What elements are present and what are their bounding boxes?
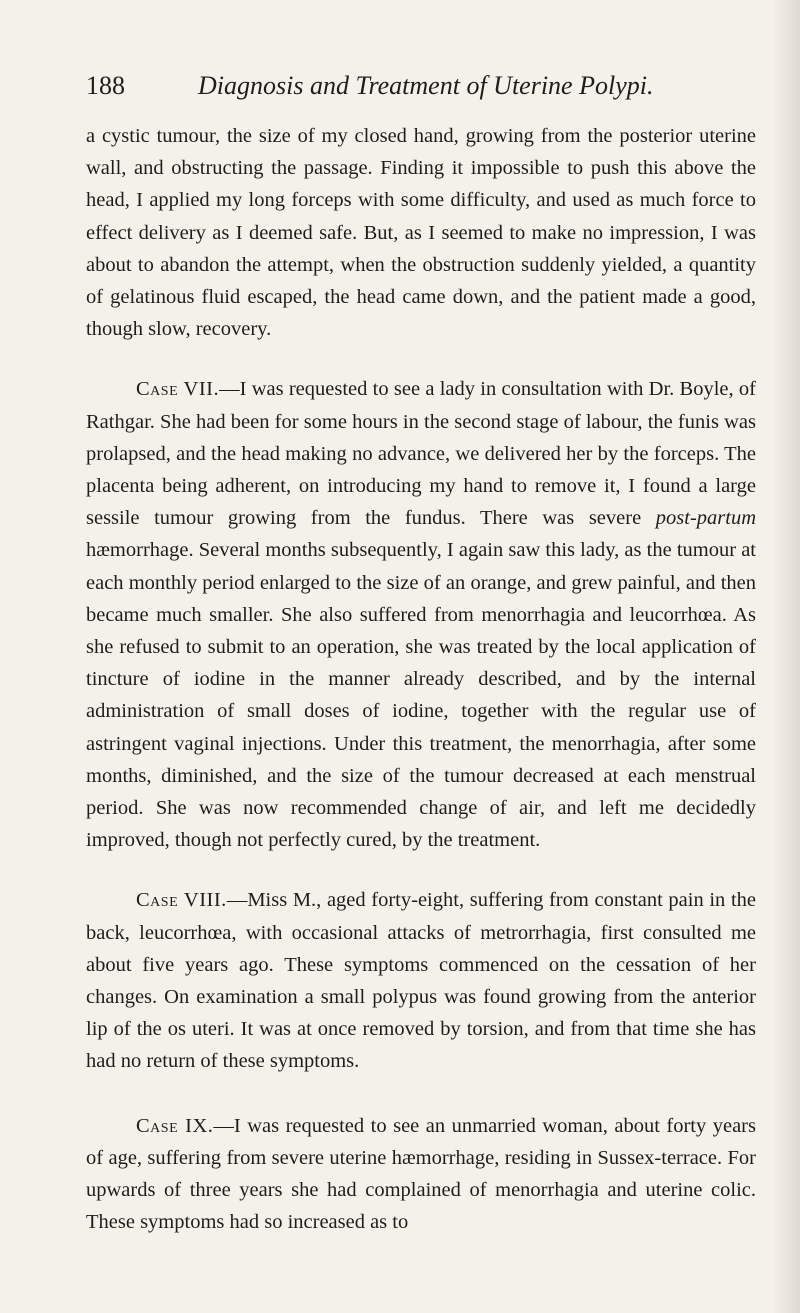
- case-label: Case VII.: [136, 378, 220, 401]
- paragraph-text: —Miss M., aged forty-eight, suffering from constant pain in the back, leucorrhœa, with occasional attacks of metrorrhagia, first consulted me about five years ago. These symptoms commenced on the cessation of her changes. On examination a small polypus was found growing from the anterior lip of the os uteri. It was at once removed by torsion, and from that time she has had no return of these symptoms.: [86, 889, 756, 1073]
- page-number: 188: [86, 71, 125, 100]
- paragraph-case-ix: [86, 1110, 756, 1239]
- paragraph-continuation: [86, 120, 756, 345]
- page-edge-shadow: [772, 0, 800, 1313]
- paragraph-case-viii: [86, 884, 756, 1077]
- paragraph-text: —I was requested to see an unmarried woman, about forty years of age, suffering from severe uterine hæmorrhage, residing in Sussex-terrace. For upwards of three years she had complained of menorrhagia and uterine colic. These symptoms had so increased as to: [86, 1114, 756, 1234]
- case-label: Case VIII.: [136, 889, 227, 912]
- paragraph-text: a cystic tumour, the size of my closed hand, growing from the posterior uterine wall, and obstructing the passage. Finding it impossible to push this above the head, I applied my long forceps with some difficulty, and used as much force to effect delivery as I deemed safe. But, as I seemed to make no impression, I was about to abandon the attempt, when the obstruction suddenly yielded, a quantity of gelatinous fluid escaped, the head came down, and the patient made a good, though slow, recovery.: [86, 125, 756, 341]
- case-label: Case IX.: [136, 1114, 214, 1137]
- italic-term: post-partum: [655, 507, 756, 530]
- body-text: [86, 120, 756, 1239]
- running-header: [86, 66, 756, 106]
- paragraph-text: hæmorrhage. Several months subsequently, I again saw this lady, as the tumour at each monthly period enlarged to the size of an orange, and grew painful, and then became much smaller. She also suffered from menorrhagia and leucorrhœa. As she refused to submit to an operation, she was treated by the local application of tincture of iodine in the manner already described, and by the internal administration of small doses of iodine, together with the regular use of astringent vaginal injections. Under this treatment, the menorrhagia, after some months, diminished, and the size of the tumour decreased at each menstrual period. She was now recommended change of air, and left me decidedly improved, though not perfectly cured, by the treatment.: [86, 539, 756, 852]
- paragraph-case-vii: [86, 373, 756, 856]
- running-title: Diagnosis and Treatment of Uterine Polypi.: [198, 71, 654, 100]
- paragraph-text: —I was requested to see a lady in consultation with Dr. Boyle, of Rathgar. She had been for some hours in the second stage of labour, the funis was prolapsed, and the head making no advance, we delivered her by the forceps. The placenta being adherent, on introducing my hand to remove it, I found a large sessile tumour growing from the fundus. There was severe: [86, 378, 756, 530]
